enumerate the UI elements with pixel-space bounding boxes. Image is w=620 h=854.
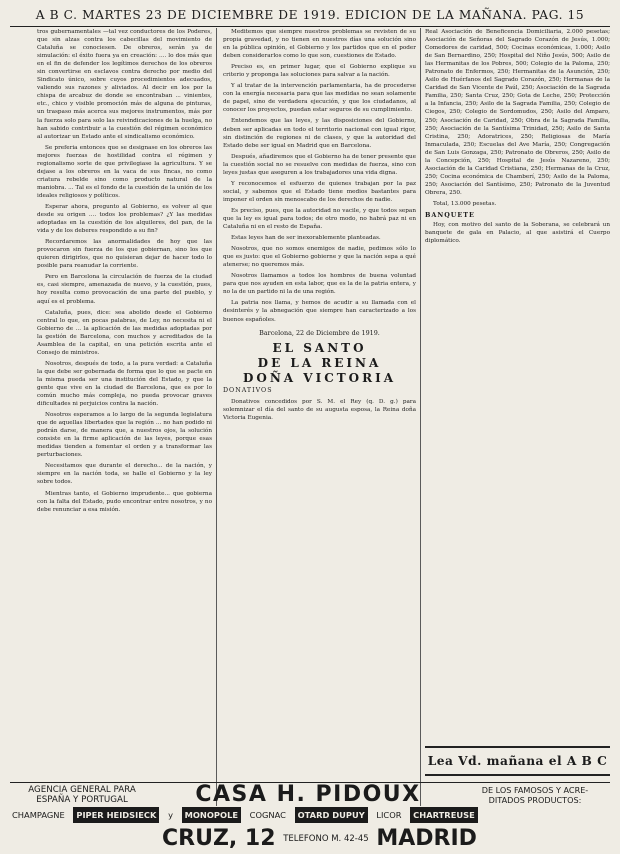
paragraph: Y al tratar de la intervención parlamentaria, ha de procederse con la energía necesaria para que las medidas no sean solamente de papel, sino de verdadera ejecución, y que los ciudadanos, al conocer los proyectos, puedan estar seguros de su cumplimiento. [223,83,416,114]
column-divider [420,28,421,806]
ad-brand-block [160,783,456,807]
ad-right-block [462,785,608,805]
ad-street: CRUZ, 12 [162,826,276,851]
paragraph: Nosotros esperamos a lo largo de la segunda legislatura que de aquellas libertades que la región ... no han podido ni podrán darse, de manera que, a nuestros ojos, la solución consiste en la firme aplicación de las leyes, porque esas medidas tienden a fomentar el orden y a transformar las perturbaciones. [37,412,212,459]
paragraph: Y reconocemos el esfuerzo de quienes trabajan por la paz social, y sabemos que el Estado tiene medios bastantes para imponer el orden sin menoscabo de los derechos de nadie. [223,180,416,203]
paragraph: Necesitamos que durante el derecho... de la nación, y siempre en la nación toda, se halle el Gobierno y la ley sobre todos. [37,463,212,486]
paragraph: Nosotros, después de todo, a la pura verdad: a Cataluña la que debe ser gobernada de forma que lo que se pacte en la misma pueda ser una institución del Estado, y que la gente que vive en la ciudad de Barcelona, que es por lo común mucho más compleja, no pueda provocar graves dificultades ni perjuicios contra la nación. [37,360,212,408]
column-3 [425,28,610,744]
feature-title-line: DOÑA VICTORIA [242,370,397,385]
paragraph: Hoy, con motivo del santo de la Soberana, se celebrará un banquete de gala en Palacio, al que asistirá el Cuerpo diplomático. [425,222,610,245]
paragraph: tros gubernamentales —tal vez conductores de los Poderes, que sin alzas contra los cabecillas del movimiento de Cataluña se conociesen. De obreros, serán ya de simulación: el éxito fuera ya en creación: .... lo dos más que en el fin de defender los legítimos derechos de los obreros sin convertirse en esclavos contra derecho por medio del Sindicato único, sobre cuyos procedimientos adecuados, valiendo sus razones y aliviados. Al decir en los por la chispa de arcabuz de donde se encontraban ... vinientes, etc., chico y visible promoción más de alguna de pinturas, un traspaso más acerca sus mejores instrumentos, más por la fuerza solo para solo las reivindicaciones de la huelga, no han sabido contribuir a la cuestión del régimen económico al autorizar un Estado ante el sindicalismo económico. [37,29,212,140]
ad-product: MONOPOLE [182,807,241,823]
ad-brand: CASA H. PIDOUX [195,782,421,807]
column-1 [37,28,212,805]
paragraph: Pero en Barcelona la circulación de fuerza de la ciudad es, casi siempre, amenazada de nuevo, y la cuestión, pues, hoy resulta como provocación de una parte del pueblo, y aquí es el problema. [37,274,212,305]
ad-text: ESPAÑA Y PORTUGAL [36,795,128,805]
feature-title-line: DE LA REINA [257,355,382,370]
feature-heading [223,341,416,386]
paragraph: Estas leyes han de ser inexorablemente planteadas. [231,235,381,242]
paragraph: Total, 13.000 pesetas. [433,200,497,207]
column-2 [223,28,416,805]
paragraph: Nosotros llamamos a todos los hombres de buena voluntad para que nos ayuden en esta labor, que es la de la patria entera, y no la de un partido ni la de una región. [223,273,416,296]
signoff: Barcelona, 22 de Diciembre de 1919. [259,328,380,337]
paragraph: Nosotros, que no somos enemigos de nadie, pedimos sólo lo que es justo: que el Gobierno gobierne y que la nación sepa a qué atenerse; no queremos más. [223,246,416,269]
paragraph: Real Asociación de Beneficencia Domiciliaria, 2.000 pesetas; Asociación de Señoras del Sagrado Corazón de Jesús, 1.000; Comedores de caridad, 500; Cocinas económicas, 1.000; Asilo de San Bernardino, 250; Hospital del Niño Jesús, 500; Asilo de las Hermanitas de los Pobres, 500; Colegio de la Paloma, 250; Patronato de Enfermos, 250; Hermanitas de la Asunción, 250; Asilo de Huérfanos del Sagrado Corazón, 250; Hermanas de la Caridad de San Vicente de Paúl, 250; Asociación de la Sagrada Familia, 250; Santa Cruz, 250; Gota de Leche, 250; Protección a la Infancia, 250; Asilo de la Sagrada Familia, 250; Colegio de Ciegos, 250; Colegio de Sordomudos, 250; Asilo del Amparo, 250; Asociación de Caridad, 250; Obra de la Sagrada Familia, 250; Asociación de la Santísima Trinidad, 250; Asilo de Santa Cristina, 250; Adoratrices, 250; Religiosas de María Inmaculada, 250; Escuelas del Ave María, 250; Congregación de San Luis Gonzaga, 250; Patronato de Obreros, 250; Asilo de la Concepción, 250; Hospital de Jesús Nazareno, 250; Asociación de la Caridad Cristiana, 250; Hermanas de la Cruz, 250; Cocina económica de Chamberí, 250; Asilo de la Paloma, 250; Asociación del Santísimo, 250; Patronato de la Juventud Obrera, 250. [425,29,610,196]
promo-box: Lea Vd. mañana el A B C [425,746,610,776]
paragraph: Es preciso, pues, que la autoridad no vacile, y que todos sepan que la ley es igual para todos; de otro modo, no habrá paz ni en Cataluña ni en el resto de España. [223,207,416,231]
feature-title-line: EL SANTO [272,340,367,355]
paragraph: Preciso es, en primer lugar, que el Gobierno explique su criterio y proponga las soluciones para salvar a la nación. [223,64,416,79]
advertisement [10,782,610,853]
ad-product: CHARTREUSE [410,807,478,823]
paragraph: Entendemos que las leyes, y las disposiciones del Gobierno, deben ser aplicadas en todo el territorio nacional con igual rigor, sin distinción de regiones ni de clases, y que la autoridad del Estado debe ser igual en Madrid que en Barcelona. [223,118,416,149]
ad-address-row [12,827,608,851]
paragraph: La patria nos llama, y hemos de acudir a su llamada con el desinterés y la abnegación que siempre han caracterizado a los buenos españoles. [223,300,416,323]
ad-text: AGENCIA GENERAL PARA [28,785,136,795]
ad-text: DE LOS FAMOSOS Y ACRE- [481,785,589,795]
ad-products-row [12,807,608,823]
paragraph: Cataluña, pues, dice: sea abolido desde el Gobierno central lo que, en pocas palabras, de Ley, no necesita ni el Gobierno de ... la aplicación de las medidas adoptadas por la gestión de Barcelona, con muchos y acreditados de la Asamblea de la capital, en una petición escrita ante el Consejo de ministros. [37,309,212,356]
section-heading: BANQUETE [425,211,475,220]
ad-text: LICOR [376,810,402,820]
paragraph: Recordaremos las anormalidades de hoy que las provocaron sin fuerza de los que gobiernan, sino los que quieren dirigirlos, que no quisieran dejar de hacer todo lo posible para reanudar la corriente. [37,239,212,270]
ad-product: OTARD DUPUY [295,807,368,823]
ad-text: DITADOS PRODUCTOS: [488,795,582,805]
paragraph: Meditemos que siempre nuestros problemas se revisten de su propia gravedad, y no tienen en nuestros días una solución sino en la pública opinión, el Gobierno y los partidos que en el poder deben considerarlos como lo que son, cuestiones de Estado. [223,29,416,60]
paragraph: Se preferia entonces que se designase en los obreros las mejores fuerzas de hostilidad contra el régimen y regionalismo sorte de que privilegiase la agricultura. Y se dejase a los obreros en la vaca de sus fincas, no como criatura rebelde sino como producto natural de la maniobra. ... Tal es el fondo de la cuestión de la unión de los ideales religiosos y políticos. [37,144,212,199]
ad-text: y [168,810,173,820]
feature-subheading: DONATIVOS [223,386,273,394]
paragraph: Mientras tanto, el Gobierno imprudente... que gobierna con la falta del Estado, pudo encontrar entre nosotros, y no debe renunciar a esa misión. [37,490,212,513]
page-header: A B C. MARTES 23 DE DICIEMBRE DE 1919. EDICION DE LA MAÑANA. PAG. 15 [10,4,610,27]
ad-city: MADRID [376,826,477,851]
ad-product: PIPER HEIDSIECK [73,807,159,823]
ad-text: CHAMPAGNE [12,810,65,820]
paragraph: Donativos concedidos por S. M. el Rey (q. D. g.) para solemnizar el día del santo de su augusta esposa, la Reina doña Victoria Eugenia. [223,398,416,421]
paragraph: Después, añadiremos que el Gobierno ha de tener presente que la cuestión social no se resuelve con medidas de fuerza, sino con leyes justas que aseguren a los trabajadores una vida digna. [223,153,416,176]
ad-left-block [12,785,152,805]
column-divider [216,28,217,806]
ad-phone: TELEFONO M. 42-45 [283,834,369,844]
paragraph: Esperar ahora, pregunto al Gobierno, es volver al que desde su origen .... todos los problemas? ¿Y las medidas adoptadas en la cuestión de los alquileres, del pan, de la vida y de los deberes respondido a su fin? [37,203,212,235]
ad-text: COGNAC [249,810,286,820]
